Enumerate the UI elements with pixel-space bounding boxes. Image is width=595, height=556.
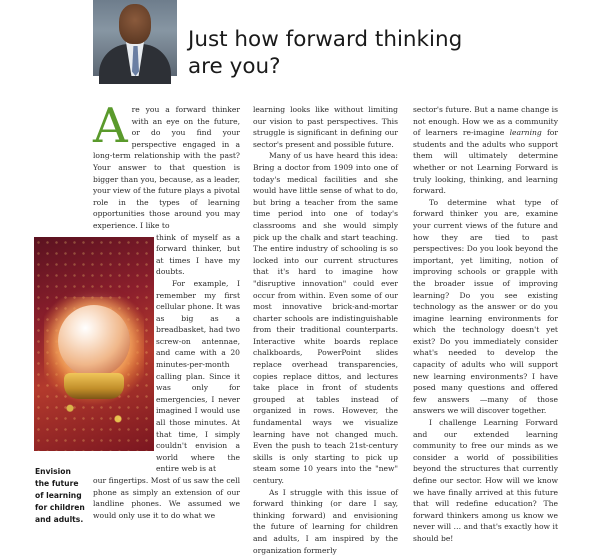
col1-paragraph-1: [93, 98, 240, 232]
article-headline: [188, 26, 508, 80]
col3-paragraph-2: To determine what type of forward thinker you are, examine your current views of the future and how they are tied to past perspectives: Do you look beyond the important, yet limiting, notion of improving schools or grapple with the broader issue of improving learning? Do you see existing technology as the answer or do you imagine learning environments for which the technology doesn't yet exist? Do you immediately consider what's needed to develop the capacity of adults who will support new learning environments? I have posed many questions and offered few answers —many of those answers we will discover together.: [413, 197, 558, 416]
col1-wrap-block: [156, 232, 240, 475]
author-portrait: [93, 0, 177, 76]
headline-line-1: Just how forward thinking: [188, 27, 463, 52]
portrait-face: [119, 4, 151, 44]
col3-p1-post: for students and the adults who support them will ultimately determine whether or not Learning Forward is truly looking, thinking, and learning forward.: [413, 128, 558, 196]
col1-wrap-paragraph-2: For example, I remember my first cellular phone. It was as big as a breadbasket, had two screw-on antennae, and came with a 20 minutes-per-month calling plan. Since it was only for emergencies, I never imagined I would use all those minutes. At that time, I simply couldn't envision a world where the entire web is at: [156, 278, 240, 474]
col2-paragraph-2: Many of us have heard this idea: Bring a doctor from 1909 into one of today's medical facilities and she would have little sense of what to do, but bring a teacher from the same time period into one of today's classrooms and she would simply pick up the chalk and start teaching. The entire industry of schooling is so locked into our current structures that it's hard to imagine how "disruptive innovation" could ever occur from within. Even some of our most innovative brick-and-mortar charter schools are indistinguishable from their traditional counterparts. Interactive white boards replace chalkboards, PowerPoint slides replace overhead transparencies, copies replace dittos, and lectures take place in front of students grouped at tables instead of organized in rows. However, the fundamental ways we visualize learning have not changed much. Even the push to teach 21st-century skills is only starting to pick up steam some 10 years into the "new" century.: [253, 151, 398, 485]
text-column-1: [93, 98, 240, 521]
col3-paragraph-3: I challenge Learning Forward and our extended learning community to free our minds as we consider a world of possibilities beyond the structures that currently define our sector. How will we know we have finally arrived at this future that will redefine education? The forward thinkers among us know we never will … and that's exactly how it should be!: [413, 418, 558, 543]
col2-paragraph-1: learning looks like without limiting our vision to past perspectives. This struggle is significant in defining our sector's present and possible future.: [253, 105, 398, 149]
col1-wrap-text: think of myself as a forward thinker, but at times I have my doubts.: [156, 232, 240, 277]
col2-paragraph-3: As I struggle with this issue of forward thinking (or dare I say, thinking forward) and envisioning the future of learning for children and adults, I am inspired by the organization formerly: [253, 487, 398, 555]
photo-caption: Envision the future of learning for children and adults.: [35, 467, 85, 524]
col1-tail-text: our fingertips. Most of us saw the cell phone as simply an extension of our landline phones. We assumed we would only use it to do what we: [93, 476, 240, 520]
drop-cap: A: [93, 98, 128, 154]
col3-paragraph-1: [413, 104, 558, 197]
col3-p1-pre: sector's future. But a name change is not enough. How we as a community of learners re-imagine: [413, 105, 558, 138]
text-column-3: [413, 104, 558, 545]
col3-p1-emphasis: learning: [509, 128, 542, 138]
text-column-2: [253, 104, 398, 556]
col1-p1-text: re you a forward thinker with an eye on the future, or do you find your perspective engaged in a long-term relationship with the past? Your answer to that question is bigger than you, because, as a leader, your view of the future plays a pivotal role in the types of learning opportunities those around you may experience. I like to: [93, 105, 240, 230]
headline-line-2: are you?: [188, 54, 281, 79]
